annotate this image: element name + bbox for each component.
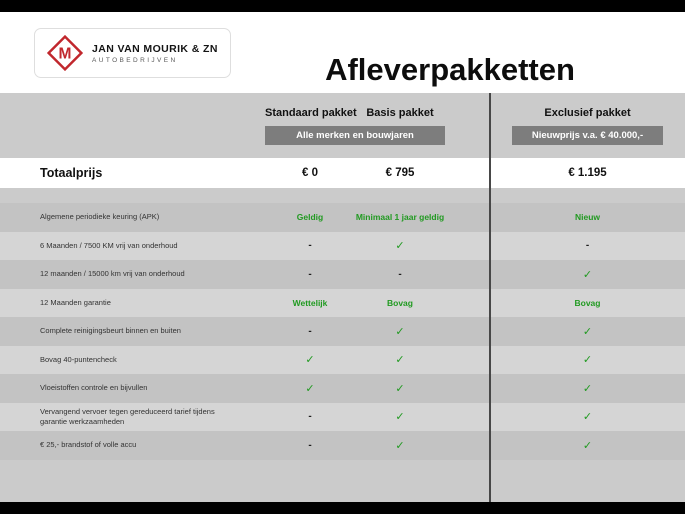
badge-alle-merken: Alle merken en bouwjaren [265, 126, 445, 145]
svg-text:M: M [58, 45, 72, 63]
column-header-row [0, 93, 685, 119]
table-row [0, 289, 685, 318]
table-row [0, 431, 685, 460]
row-label: 6 Maanden / 7500 KM vrij van onderhoud [40, 240, 178, 250]
table-row [0, 374, 685, 403]
header [0, 12, 685, 93]
cell-basis: ✓ [395, 411, 405, 424]
cell-exclusief: ✓ [582, 439, 593, 452]
bottom-bar [0, 502, 685, 514]
price-basis: € 795 [385, 167, 415, 179]
column-divider-line [489, 93, 491, 502]
cell-standaard: ✓ [305, 382, 315, 395]
price-exclusief: € 1.195 [568, 167, 607, 179]
row-label: 12 maanden / 15000 km vrij van onderhoud [40, 269, 185, 279]
cell-standaard: ✓ [305, 354, 315, 367]
cell-standaard: - [308, 439, 312, 451]
row-label: Complete reinigingsbeurt binnen en buiten [40, 326, 181, 336]
package-table [0, 93, 685, 502]
price-row [0, 158, 685, 188]
cell-standaard: Geldig [296, 212, 324, 223]
badge-nieuwprijs: Nieuwprijs v.a. € 40.000,- [512, 126, 663, 145]
cell-exclusief: ✓ [582, 325, 593, 338]
column-header-standaard: Standaard pakket [265, 107, 357, 119]
row-label: Vervangend vervoer tegen gereduceerd tarief tijdens garantie werkzaamheden [40, 406, 215, 426]
logo-monogram-icon [47, 35, 83, 71]
cell-exclusief: ✓ [582, 411, 593, 424]
cell-basis: ✓ [395, 439, 405, 452]
row-label: Bovag 40-puntencheck [40, 354, 117, 364]
table-row [0, 260, 685, 289]
dealer-name: JAN VAN MOURIK & ZN [92, 42, 218, 55]
cell-exclusief: ✓ [582, 382, 593, 395]
cell-standaard: - [308, 240, 312, 252]
cell-standaard: Wettelijk [292, 297, 328, 308]
dealer-logo [34, 28, 231, 78]
cell-standaard: - [308, 411, 312, 423]
price-standaard: € 0 [302, 167, 318, 179]
row-label: Algemene periodieke keuring (APK) [40, 212, 160, 222]
logo-text [92, 43, 218, 64]
badge-row [0, 126, 685, 145]
column-header-exclusief: Exclusief pakket [544, 107, 631, 119]
top-bar [0, 0, 685, 12]
cell-standaard: - [308, 325, 312, 337]
cell-basis: Minimaal 1 jaar geldig [355, 212, 445, 223]
feature-rows [0, 203, 685, 460]
cell-standaard: - [308, 268, 312, 280]
cell-exclusief: ✓ [582, 354, 593, 367]
cell-basis: ✓ [395, 240, 405, 253]
table-row [0, 203, 685, 232]
table-row [0, 232, 685, 261]
row-label: 12 Maanden garantie [40, 297, 111, 307]
cell-exclusief: - [585, 240, 590, 252]
table-row [0, 403, 685, 432]
cell-basis: ✓ [395, 325, 405, 338]
page-title: Afleverpakketten [325, 52, 575, 87]
cell-basis: ✓ [395, 354, 405, 367]
cell-exclusief: Nieuw [574, 212, 601, 223]
dealer-tagline: AUTOBEDRIJVEN [92, 56, 178, 64]
cell-exclusief: ✓ [582, 268, 593, 281]
table-row [0, 346, 685, 375]
column-header-basis: Basis pakket [366, 107, 434, 119]
row-label: Vloeistoffen controle en bijvullen [40, 383, 148, 393]
row-label: € 25,- brandstof of volle accu [40, 440, 137, 450]
cell-basis: Bovag [387, 297, 413, 308]
cell-exclusief: Bovag [574, 297, 601, 308]
cell-basis: ✓ [395, 382, 405, 395]
price-row-label: Totaalprijs [40, 166, 103, 180]
table-row [0, 317, 685, 346]
cell-basis: - [398, 268, 402, 280]
